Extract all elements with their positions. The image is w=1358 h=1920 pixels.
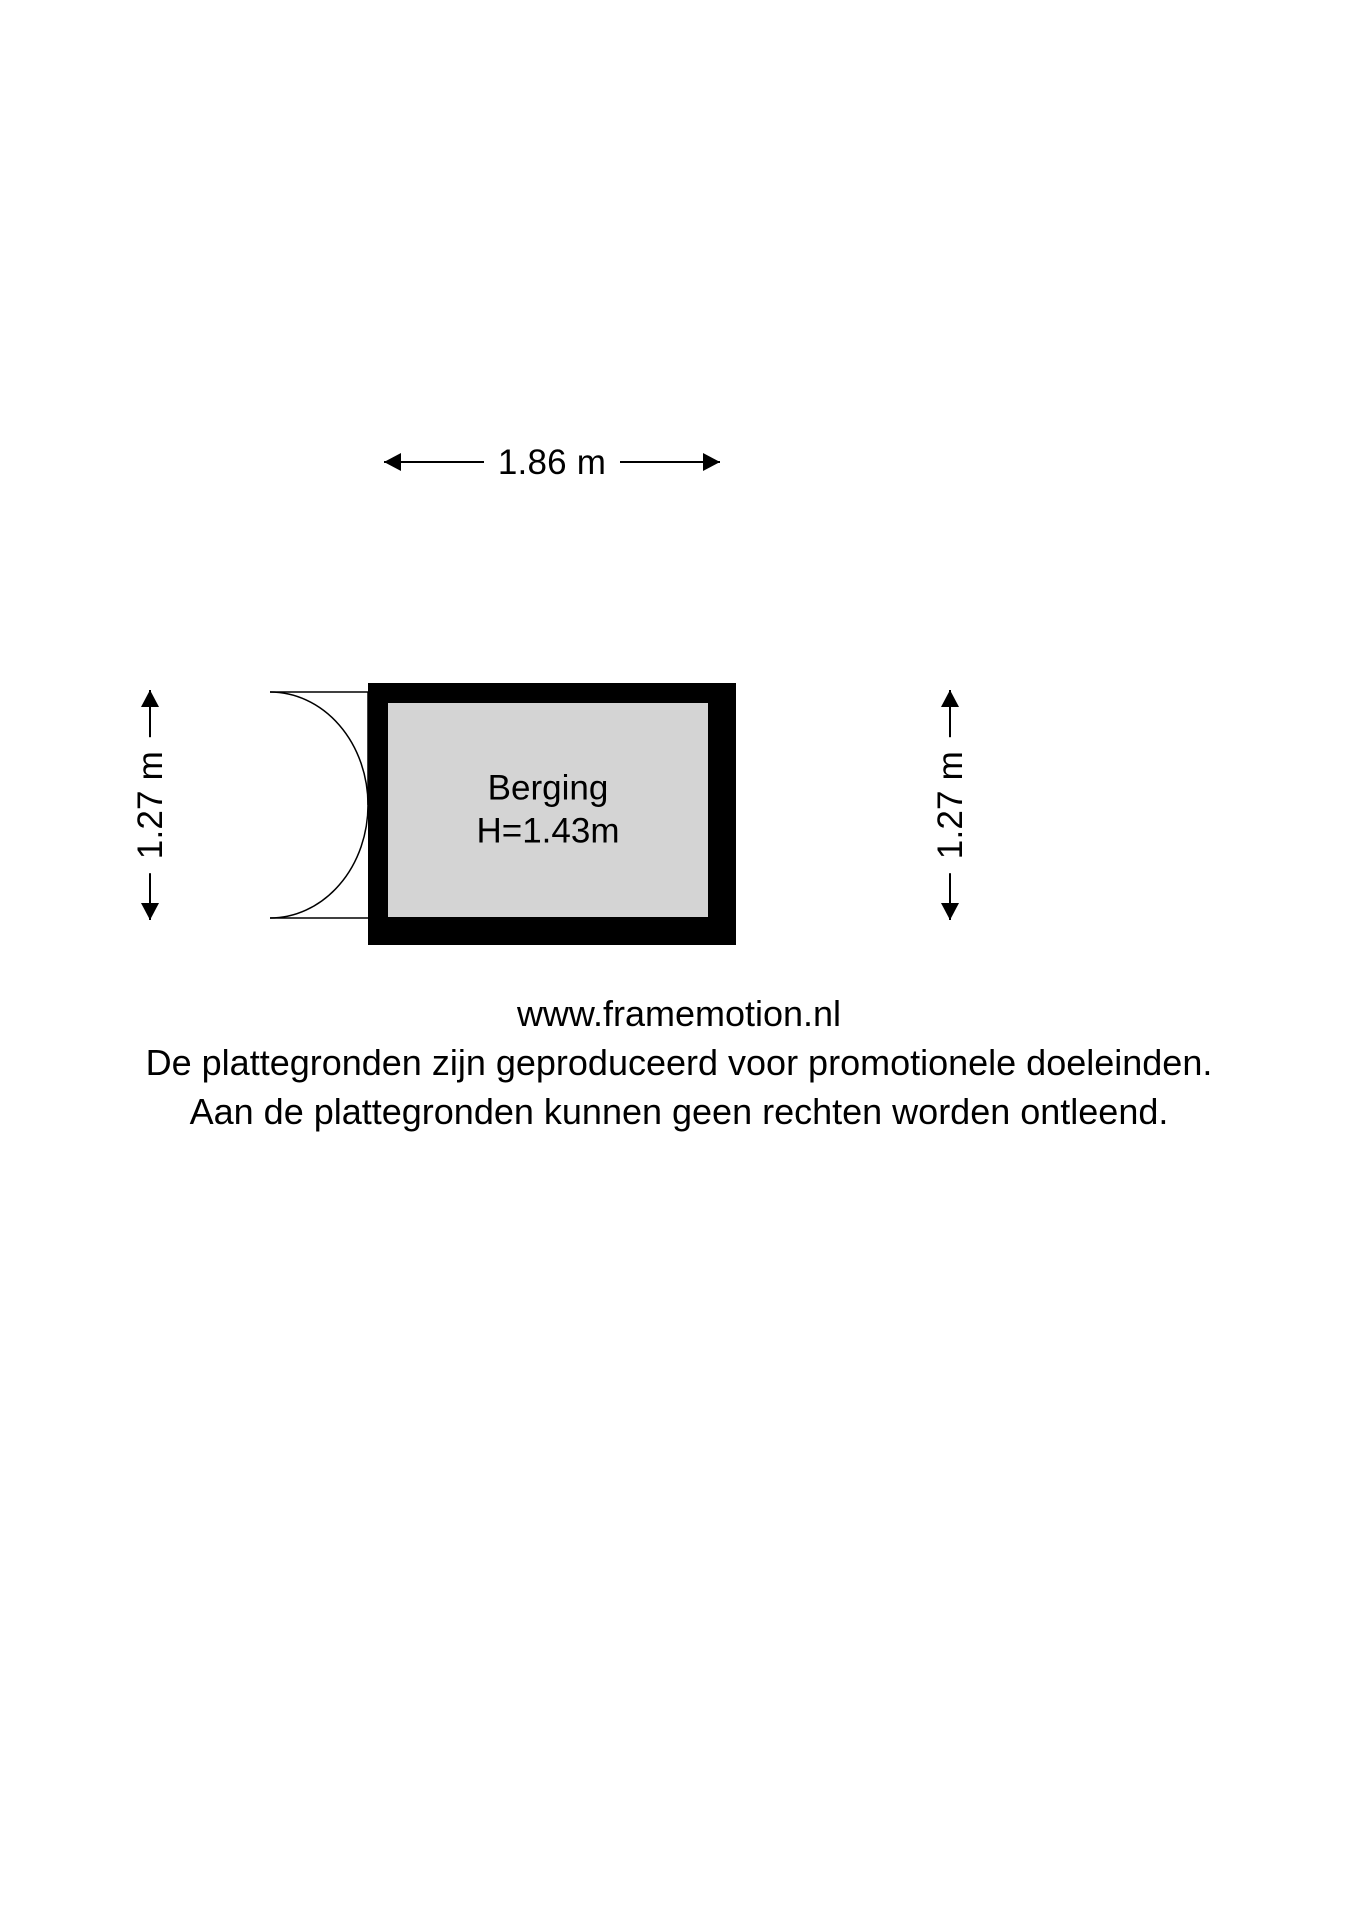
arrow-right-icon [703, 453, 720, 471]
room-height-label: H=1.43m [476, 811, 620, 850]
dimension-right-height [928, 690, 972, 920]
dimension-top-width [384, 440, 720, 484]
dimension-top-width-label: 1.86 m [484, 445, 620, 480]
dimension-left-height [128, 690, 172, 920]
door-swing-arcs-icon [268, 690, 384, 920]
double-door [268, 690, 384, 920]
arrow-down-icon [941, 903, 959, 920]
arrow-up-icon [941, 690, 959, 707]
dimension-right-height-label: 1.27 m [933, 737, 968, 873]
room-berging [368, 683, 736, 945]
arrow-down-icon [141, 903, 159, 920]
dimension-left-height-label: 1.27 m [133, 737, 168, 873]
room-floor-fill [388, 703, 708, 917]
arrow-up-icon [141, 690, 159, 707]
room-label-group [388, 767, 708, 852]
footer-credits [0, 990, 1358, 1137]
disclaimer-line-1: De plattegronden zijn geproduceerd voor promotionele doeleinden. [145, 1041, 1213, 1083]
website-label: www.framemotion.nl [516, 993, 842, 1034]
disclaimer-line-2: Aan de plattegronden kunnen geen rechten worden ontleend. [189, 1090, 1169, 1132]
room-name-label: Berging [487, 768, 609, 808]
arrow-left-icon [384, 453, 401, 471]
